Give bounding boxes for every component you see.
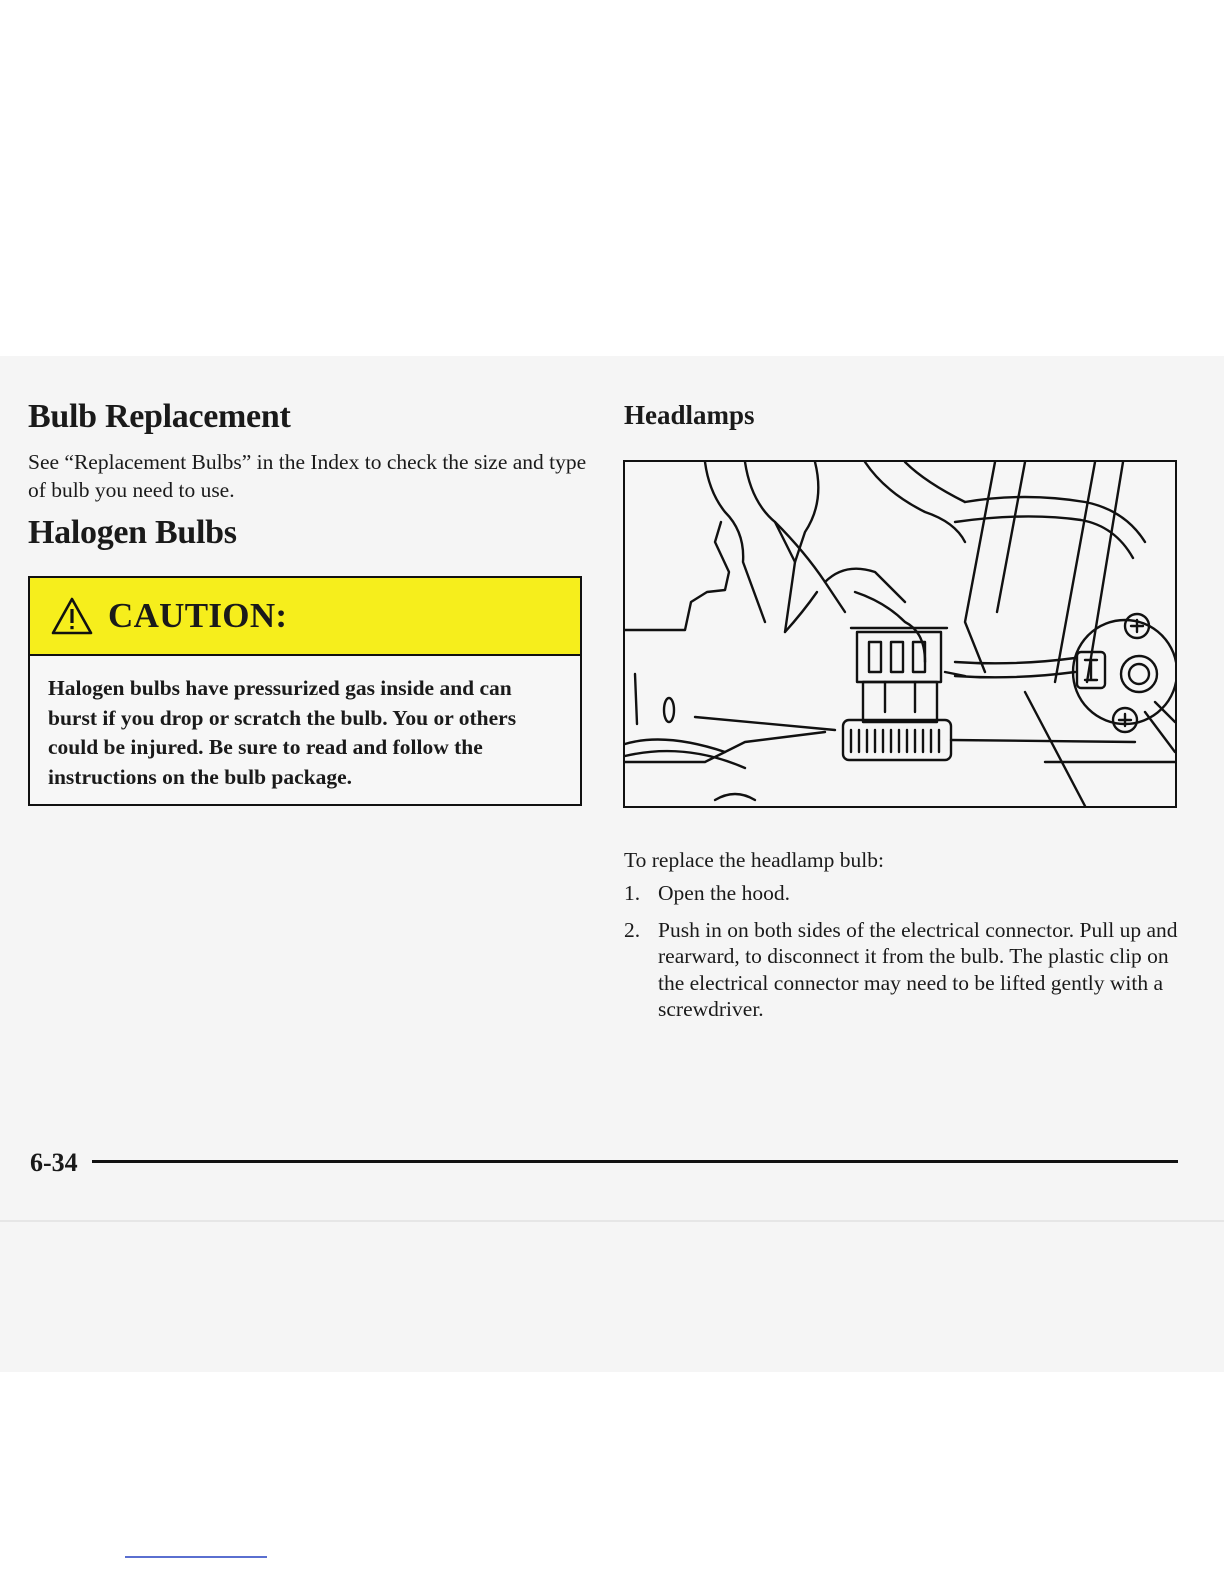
step-text: Open the hood.: [658, 881, 790, 905]
headlamp-illustration: [623, 460, 1177, 808]
headlamp-connector-drawing: [625, 462, 1175, 806]
step-text: Push in on both sides of the electrical connector. Pull up and rearward, to disconnect it from the bulb. The plastic clip on the electrical connector may need to be lifted gently with a screwdriver.: [658, 917, 1178, 1021]
list-item: [624, 880, 1184, 907]
caution-header: [30, 578, 580, 656]
page-number: 6-34: [30, 1148, 78, 1177]
subsection-title: Halogen Bulbs: [28, 514, 237, 551]
step-number: 2.: [624, 917, 641, 942]
intro-paragraph: See “Replacement Bulbs” in the Index to check the size and type of bulb you need to use.: [28, 450, 587, 502]
headlamp-steps-list: [624, 880, 1184, 1035]
section-title: Bulb Replacement: [28, 398, 291, 435]
headlamp-lead-text: To replace the headlamp bulb:: [624, 848, 884, 872]
caution-label: CAUTION:: [108, 596, 288, 635]
warning-triangle-icon: [50, 596, 94, 636]
step-number: 1.: [624, 881, 641, 905]
footer-rule: [92, 1160, 1178, 1163]
bottom-underline-mark: [125, 1556, 267, 1558]
page-edge-line: [0, 1220, 1224, 1222]
headlamps-title: Headlamps: [624, 400, 755, 430]
caution-text: Halogen bulbs have pressurized gas inside and can burst if you drop or scratch the bulb. You or others could be injured. Be sure to read and follow the instructions on the bulb package.: [48, 676, 517, 789]
list-item: [624, 917, 1184, 1023]
caution-box: [28, 576, 582, 806]
